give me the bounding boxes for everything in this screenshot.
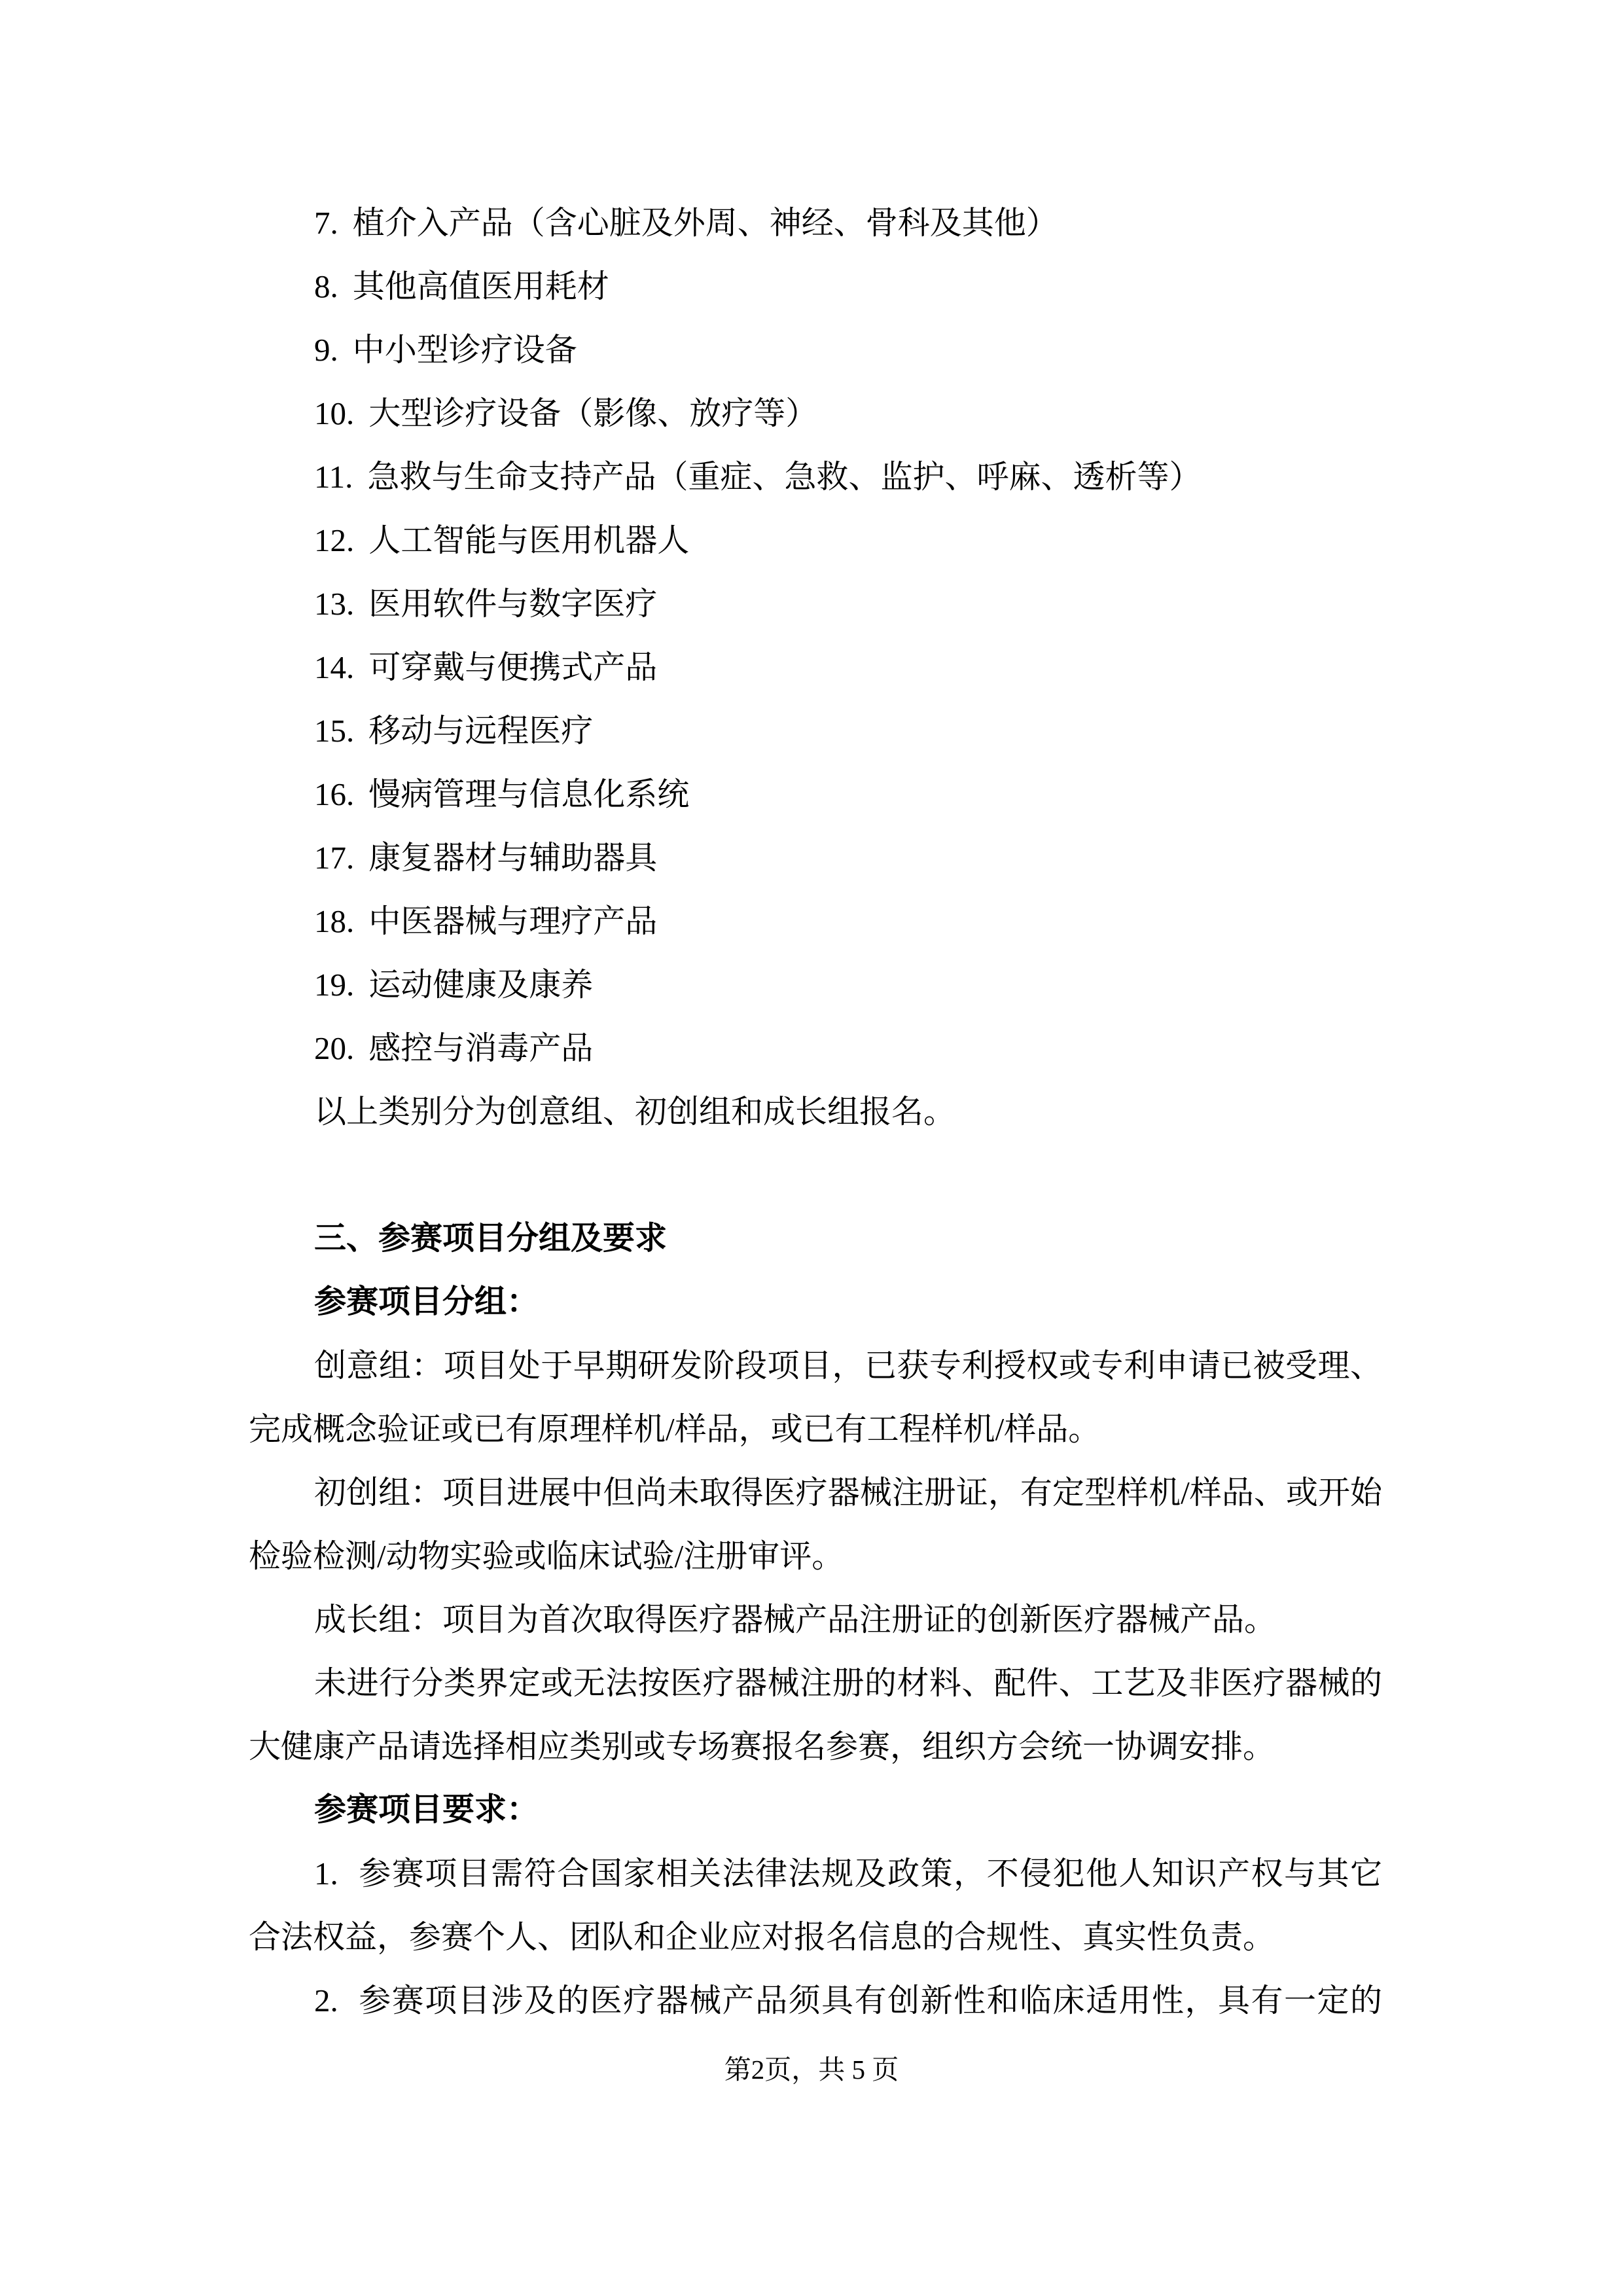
para-unclassified-line-1: 未进行分类界定或无法按医疗器械注册的材料、配件、工艺及非医疗器械的 (314, 1665, 1382, 1701)
list-item-12-number: 12. (314, 522, 355, 558)
requirement-2-line-1-text: 参赛项目涉及的医疗器械产品须具有创新性和临床适用性，具有一定的 (357, 1982, 1382, 2018)
list-item-16-text: 慢病管理与信息化系统 (368, 776, 690, 812)
list-item-11-text: 急救与生命支持产品（重症、急救、监护、呼麻、透析等） (367, 459, 1202, 495)
list-item-12 (249, 509, 1382, 572)
list-item-18 (249, 889, 1382, 953)
page-footer (0, 2054, 1623, 2085)
para-startup-group-line-2: 检验检测/动物实验或临床试验/注册审评。 (249, 1538, 844, 1574)
list-item-15-number: 15. (314, 713, 355, 749)
requirement-1-line-1 (249, 1842, 1382, 1905)
list-item-11 (249, 445, 1382, 509)
list-item-9-number: 9. (314, 332, 338, 368)
list-item-8 (249, 255, 1382, 318)
list-item-8-text: 其他高值医用耗材 (352, 268, 609, 304)
list-item-14 (249, 636, 1382, 699)
section-heading: 三、参赛项目分组及要求 (314, 1221, 668, 1256)
requirements-subheading: 参赛项目要求： (314, 1792, 539, 1827)
list-item-9 (249, 318, 1382, 382)
list-item-16 (249, 762, 1382, 826)
para-unclassified-line-2: 大健康产品请选择相应类别或专场赛报名参赛，组织方会统一协调安排。 (249, 1729, 1275, 1765)
list-item-20-text: 感控与消毒产品 (368, 1030, 594, 1066)
requirement-2-line-1 (249, 1969, 1382, 2032)
list-item-18-number: 18. (314, 903, 355, 939)
list-item-14-text: 可穿戴与便携式产品 (368, 649, 658, 685)
para-creative-group-line-2: 完成概念验证或已有原理样机/样品，或已有工程样机/样品。 (249, 1411, 1101, 1447)
list-item-18-text: 中医器械与理疗产品 (368, 903, 658, 939)
list-item-10-text: 大型诊疗设备（影像、放疗等） (368, 395, 818, 431)
list-item-10 (249, 382, 1382, 445)
requirement-1-line-1-number: 1. (314, 1856, 338, 1892)
list-item-12-text: 人工智能与医用机器人 (368, 522, 690, 558)
page-number-label: 第2页，共 5 页 (724, 2054, 899, 2085)
list-item-7-number: 7. (314, 205, 338, 241)
list-item-11-number: 11. (314, 459, 353, 495)
list-item-19-number: 19. (314, 967, 355, 1003)
para-creative-group-line-1: 创意组：项目处于早期研发阶段项目，已获专利授权或专利申请已被受理、 (314, 1348, 1382, 1384)
list-item-14-number: 14. (314, 649, 355, 685)
list-item-9-text: 中小型诊疗设备 (352, 332, 577, 368)
list-item-8-number: 8. (314, 268, 338, 304)
list-item-16-number: 16. (314, 776, 355, 812)
requirement-2-line-1-number: 2. (314, 1982, 338, 2018)
list-item-20-number: 20. (314, 1030, 355, 1066)
list-item-19-text: 运动健康及康养 (368, 967, 594, 1003)
list-item-7 (249, 191, 1382, 255)
list-item-13 (249, 572, 1382, 636)
list-item-15 (249, 699, 1382, 762)
list-item-10-number: 10. (314, 395, 355, 431)
list-item-7-text: 植介入产品（含心脏及外周、神经、骨科及其他） (352, 205, 1058, 241)
groups-subheading: 参赛项目分组： (314, 1284, 539, 1319)
list-item-15-text: 移动与远程医疗 (368, 713, 594, 749)
blank-line (249, 1143, 1382, 1207)
para-growth-group: 成长组：项目为首次取得医疗器械产品注册证的创新医疗器械产品。 (314, 1602, 1277, 1638)
list-item-20 (249, 1016, 1382, 1080)
list-note: 以上类别分为创意组、初创组和成长组报名。 (314, 1094, 956, 1130)
list-item-13-number: 13. (314, 586, 355, 622)
list-item-13-text: 医用软件与数字医疗 (368, 586, 658, 622)
list-item-19 (249, 953, 1382, 1016)
requirement-1-line-2: 合法权益，参赛个人、团队和企业应对报名信息的合规性、真实性负责。 (249, 1919, 1275, 1955)
list-item-17-number: 17. (314, 840, 355, 876)
requirement-1-line-1-text: 参赛项目需符合国家相关法律法规及政策，不侵犯他人知识产权与其它 (357, 1856, 1382, 1892)
list-item-17-text: 康复器材与辅助器具 (368, 840, 658, 876)
document-body (249, 191, 1382, 2032)
list-item-17 (249, 826, 1382, 889)
para-startup-group-line-1: 初创组：项目进展中但尚未取得医疗器械注册证，有定型样机/样品、或开始 (314, 1475, 1382, 1511)
